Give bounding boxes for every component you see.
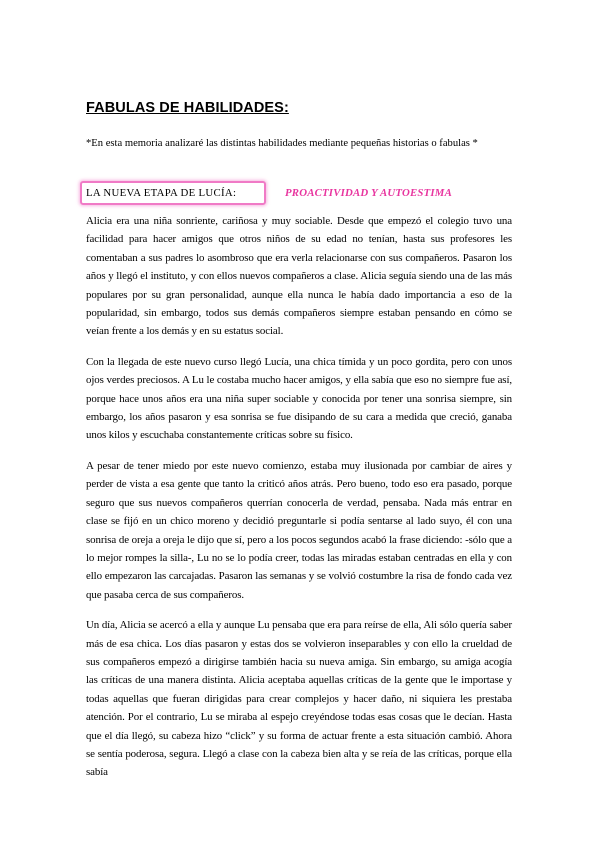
- story-paragraph: A pesar de tener miedo por este nuevo comienzo, estaba muy ilusionada por cambiar de aires y perder de vista a esa gente que tanto la criticó años atrás. Pero bueno, todo eso era pasado, porque seguro que sus nuevos compañeros querrían conocerla de verdad, pensaba. Nada más entrar en clase se fijó en un chico moreno y decidió preguntarle si podía sentarse al lado suyo, él con una sonrisa de oreja a oreja le dijo que sí, pero a los pocos segundos acabó la frase diciendo: -sólo que a lo mejor rompes la silla-, Lu no se lo podía creer, todas las miradas estaban centradas en ella y con ello empezaron las carcajadas. Pasaron las semanas y se volvió costumbre la risa de fondo cada vez que pasaba cerca de sus compañeros.: [86, 459, 512, 601]
- story-paragraph: Alicia era una niña sonriente, cariñosa y muy sociable. Desde que empezó el colegio tuvo una facilidad para hacer amigos que otros niños de su edad no tenían, hasta sus profesores les comentaban a sus padres lo asombroso que era verla relacionarse con sus compañeros. Pasaron los años y llegó el instituto, y con ellos nuevos compañeros a clase. Alicia seguía siendo una de las más populares por su gran personalidad, aunque ella nunca le había dado importancia a eso de la popularidad, sin embargo, todos sus demás compañeros siempre estaban pensando en cómo se veían frente a los demás y en su estatus social.: [86, 215, 512, 338]
- document-title: FABULAS DE HABILIDADES:: [86, 100, 289, 116]
- section-skill-tag: PROACTIVIDAD Y AUTOESTIMA: [285, 187, 452, 199]
- story-paragraph: Un día, Alicia se acercó a ella y aunque Lu pensaba que era para reírse de ella, Ali sólo quería saber más de esa chica. Los días pasaron y estas dos se volvieron inseparables y con ello la crueldad de sus compañeros empezó a dirigirse también hacia su nueva amiga. Sin embargo, su amiga acogía las críticas de una manera distinta. Alicia aceptaba aquellas críticas de la gente que le importase y todas aquellas que fueran dirigidas para crear complejos y hacer daño, ni siquiera les prestaba atención. Por el contrario, Lu se miraba al espejo creyéndose todas esas cosas que le decían. Hasta que el día llegó, su cabeza hizo “click” y su forma de actuar frente a esta situación cambió. Ahora se sentía poderosa, segura. Llegó a clase con la cabeza bien alta y se reía de las críticas, porque ella sabía: [86, 619, 512, 779]
- story-paragraph: Con la llegada de este nuevo curso llegó Lucía, una chica tímida y un poco gordita, pero con unos ojos verdes preciosos. A Lu le costaba mucho hacer amigos, y ella sabía que eso no siempre fue así, porque hace unos años era una niña super sociable y conocida por tener una sonrisa siempre, sin embargo, los años pasaron y esa sonrisa se fue disipando de su cara a medida que creció, ganaba unos kilos y escuchaba constantemente críticas sobre su físico.: [86, 355, 512, 442]
- intro-text: *En esta memoria analizaré las distintas habilidades mediante pequeñas historias o fabulas *: [86, 138, 478, 149]
- section-heading-label: LA NUEVA ETAPA DE LUCÍA:: [86, 187, 237, 199]
- story-body: [86, 212, 512, 794]
